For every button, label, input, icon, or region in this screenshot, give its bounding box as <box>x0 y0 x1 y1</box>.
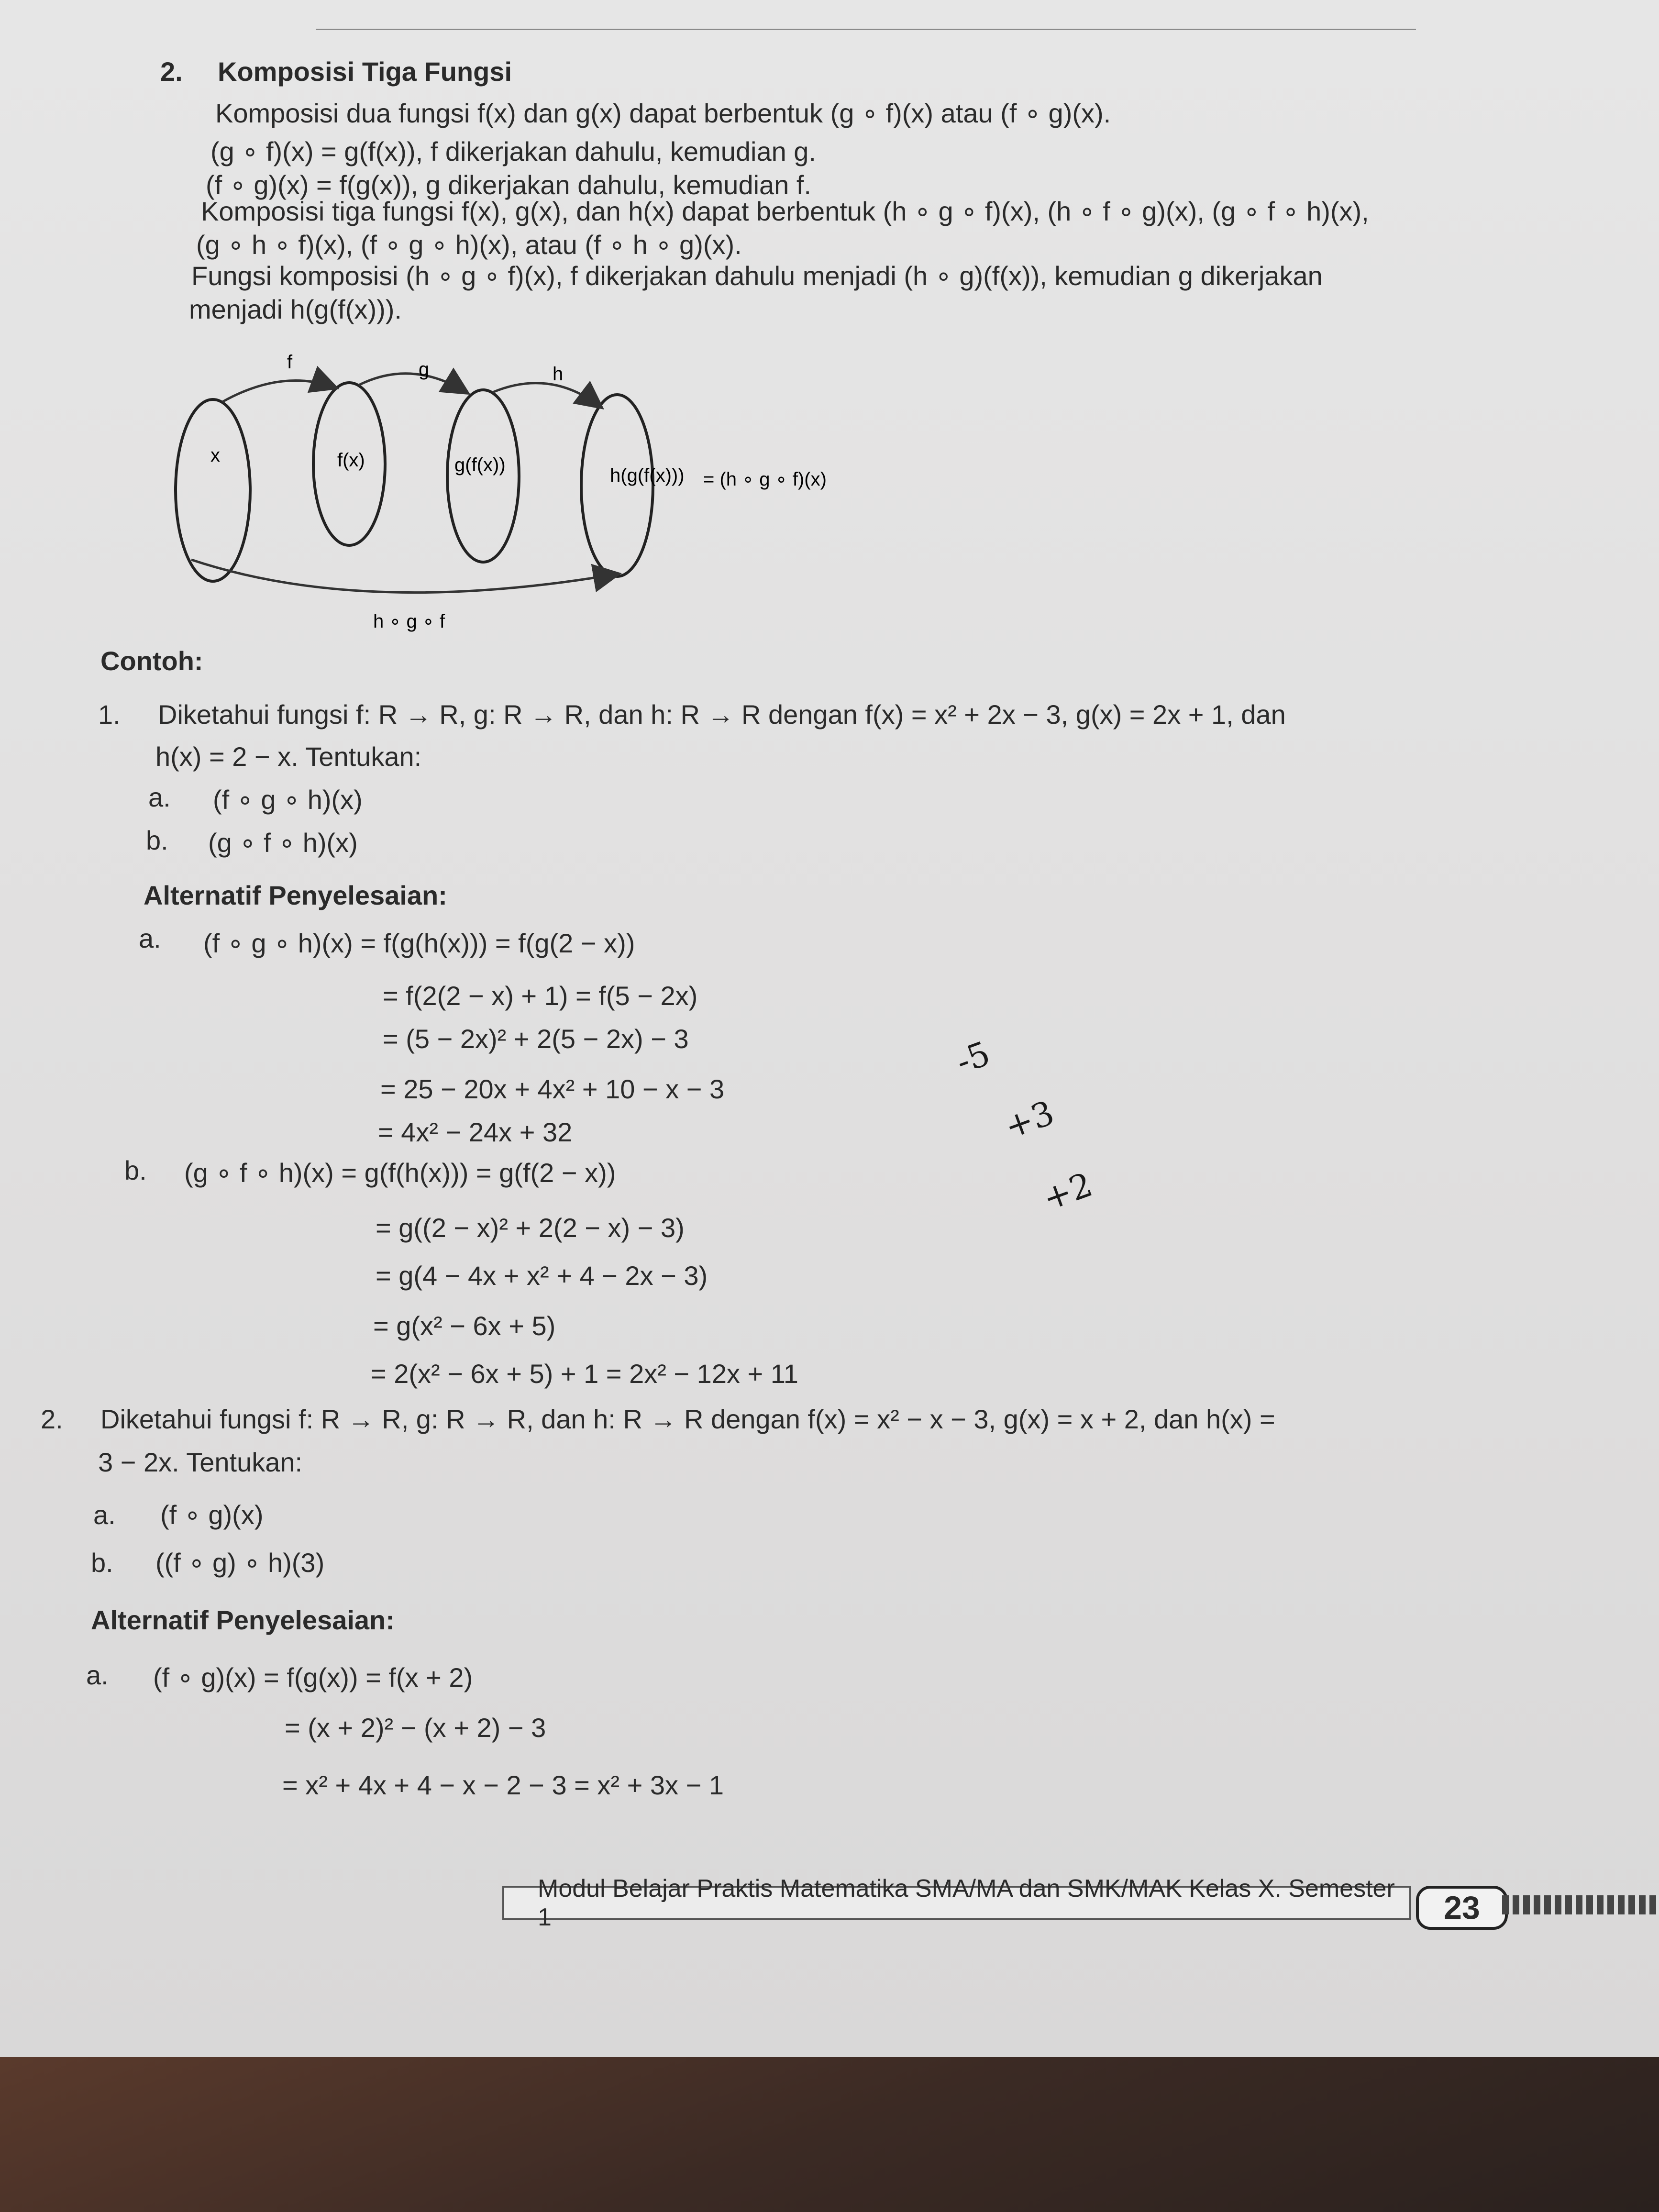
ex1-sol-a-line: (f ∘ g ∘ h)(x) = f(g(h(x))) = f(g(2 − x)) <box>203 928 635 958</box>
intro-line: (g ∘ f)(x) = g(f(x)), f dikerjakan dahulu, kemudian g. <box>210 136 816 166</box>
arrow-h <box>493 383 600 407</box>
ex2-sol-a-line: = x² + 4x + 4 − x − 2 − 3 = x² + 3x − 1 <box>282 1770 724 1800</box>
page-number: 23 <box>1416 1886 1508 1930</box>
label-set-hgfx: h(g(f(x))) <box>610 465 685 486</box>
footer-stripe <box>1502 1895 1659 1914</box>
ex1-sol-b-label: b. <box>124 1155 147 1185</box>
intro-line: (f ∘ g)(x) = f(g(x)), g dikerjakan dahulu, kemudian f. <box>206 170 811 200</box>
ex2-number: 2. <box>41 1404 63 1434</box>
ex2-sol-a-line: (f ∘ g)(x) = f(g(x)) = f(x + 2) <box>153 1662 473 1692</box>
ex1-sol-b-line: = g(x² − 6x + 5) <box>373 1311 556 1341</box>
ex2-item-text: (f ∘ g)(x) <box>160 1500 264 1530</box>
intro-line: Komposisi tiga fungsi f(x), g(x), dan h(x) dapat berbentuk (h ∘ g ∘ f)(x), (h ∘ f ∘ g)(x), (g ∘ f ∘ h)(x), <box>201 196 1369 226</box>
ex2-line1: Diketahui fungsi f: R → R, g: R → R, dan h: R → R dengan f(x) = x² − x − 3, g(x) = x + 2, dan h(x) = <box>100 1404 1275 1434</box>
ex1-sol-a-line: = (5 − 2x)² + 2(5 − 2x) − 3 <box>383 1024 689 1054</box>
ex1-sol-a-line: = 25 − 20x + 4x² + 10 − x − 3 <box>380 1074 725 1104</box>
ex1-item-text: (f ∘ g ∘ h)(x) <box>213 785 363 815</box>
label-h: h <box>553 364 564 385</box>
label-f: f <box>287 352 293 373</box>
set-x-ellipse <box>176 399 250 581</box>
intro-line: Komposisi dua fungsi f(x) dan g(x) dapat berbentuk (g ∘ f)(x) atau (f ∘ g)(x). <box>215 98 1111 128</box>
ex2-line2: 3 − 2x. Tentukan: <box>98 1447 303 1477</box>
ex1-item-text: (g ∘ f ∘ h)(x) <box>208 828 358 858</box>
ex1-line1: Diketahui fungsi f: R → R, g: R → R, dan h: R → R dengan f(x) = x² + 2x − 3, g(x) = 2x + 1, dan <box>158 699 1286 730</box>
diagram-result: = (h ∘ g ∘ f)(x) <box>703 469 827 490</box>
top-rule <box>316 29 1416 30</box>
ex1-item-label: a. <box>148 782 171 812</box>
handwritten-note: +3 <box>999 1093 1060 1147</box>
label-set-gfx: g(f(x)) <box>454 454 506 476</box>
ex1-solution-title: Alternatif Penyelesaian: <box>144 880 447 910</box>
label-set-x: x <box>210 445 220 466</box>
ex1-sol-a-line: = f(2(2 − x) + 1) = f(5 − 2x) <box>383 981 698 1011</box>
intro-line: menjadi h(g(f(x))). <box>189 294 402 324</box>
arrow-hgf <box>191 560 617 593</box>
ex2-sol-a-line: = (x + 2)² − (x + 2) − 3 <box>285 1713 546 1743</box>
ex2-solution-title: Alternatif Penyelesaian: <box>91 1605 395 1635</box>
intro-line: (g ∘ h ∘ f)(x), (f ∘ g ∘ h)(x), atau (f ∘ h ∘ g)(x). <box>196 230 742 260</box>
label-set-fx: f(x) <box>337 450 365 471</box>
section-number: 2. <box>160 56 183 87</box>
handwritten-note: -5 <box>951 1033 995 1082</box>
intro-line: Fungsi komposisi (h ∘ g ∘ f)(x), f dikerjakan dahulu menjadi (h ∘ g)(f(x)), kemudian g dikerjakan <box>191 261 1323 291</box>
ex1-sol-b-line: = g((2 − x)² + 2(2 − x) − 3) <box>376 1213 685 1243</box>
ex1-sol-b-line: = g(4 − 4x + x² + 4 − 2x − 3) <box>376 1261 708 1291</box>
ex1-sol-b-line: (g ∘ f ∘ h)(x) = g(f(h(x))) = g(f(2 − x)) <box>184 1158 616 1188</box>
label-hgf: h ∘ g ∘ f <box>373 611 445 632</box>
ex1-sol-b-line: = 2(x² − 6x + 5) + 1 = 2x² − 12x + 11 <box>371 1359 798 1389</box>
arrow-f <box>222 380 335 402</box>
ex1-sol-a-line: = 4x² − 24x + 32 <box>378 1117 573 1147</box>
footer-text: Modul Belajar Praktis Matematika SMA/MA dan SMK/MAK Kelas X. Semester 1 <box>538 1875 1395 1931</box>
set-gfx-ellipse <box>447 390 519 562</box>
section-title: Komposisi Tiga Fungsi <box>218 56 512 87</box>
ex1-item-label: b. <box>146 825 168 855</box>
composition-diagram <box>172 349 890 646</box>
contoh-heading: Contoh: <box>100 646 203 676</box>
table-surface <box>0 2057 1659 2212</box>
ex2-item-text: ((f ∘ g) ∘ h)(3) <box>155 1548 325 1578</box>
ex1-sol-a-label: a. <box>139 923 161 953</box>
ex2-item-label: a. <box>93 1500 116 1530</box>
handwritten-note: +2 <box>1038 1164 1098 1219</box>
ex1-number: 1. <box>98 699 121 730</box>
footer-bar <box>502 1875 1411 1931</box>
arrow-g <box>359 374 466 392</box>
ex2-item-label: b. <box>91 1548 113 1578</box>
label-g: g <box>419 359 430 380</box>
ex1-line2: h(x) = 2 − x. Tentukan: <box>155 741 422 772</box>
ex2-sol-a-label: a. <box>86 1660 109 1690</box>
